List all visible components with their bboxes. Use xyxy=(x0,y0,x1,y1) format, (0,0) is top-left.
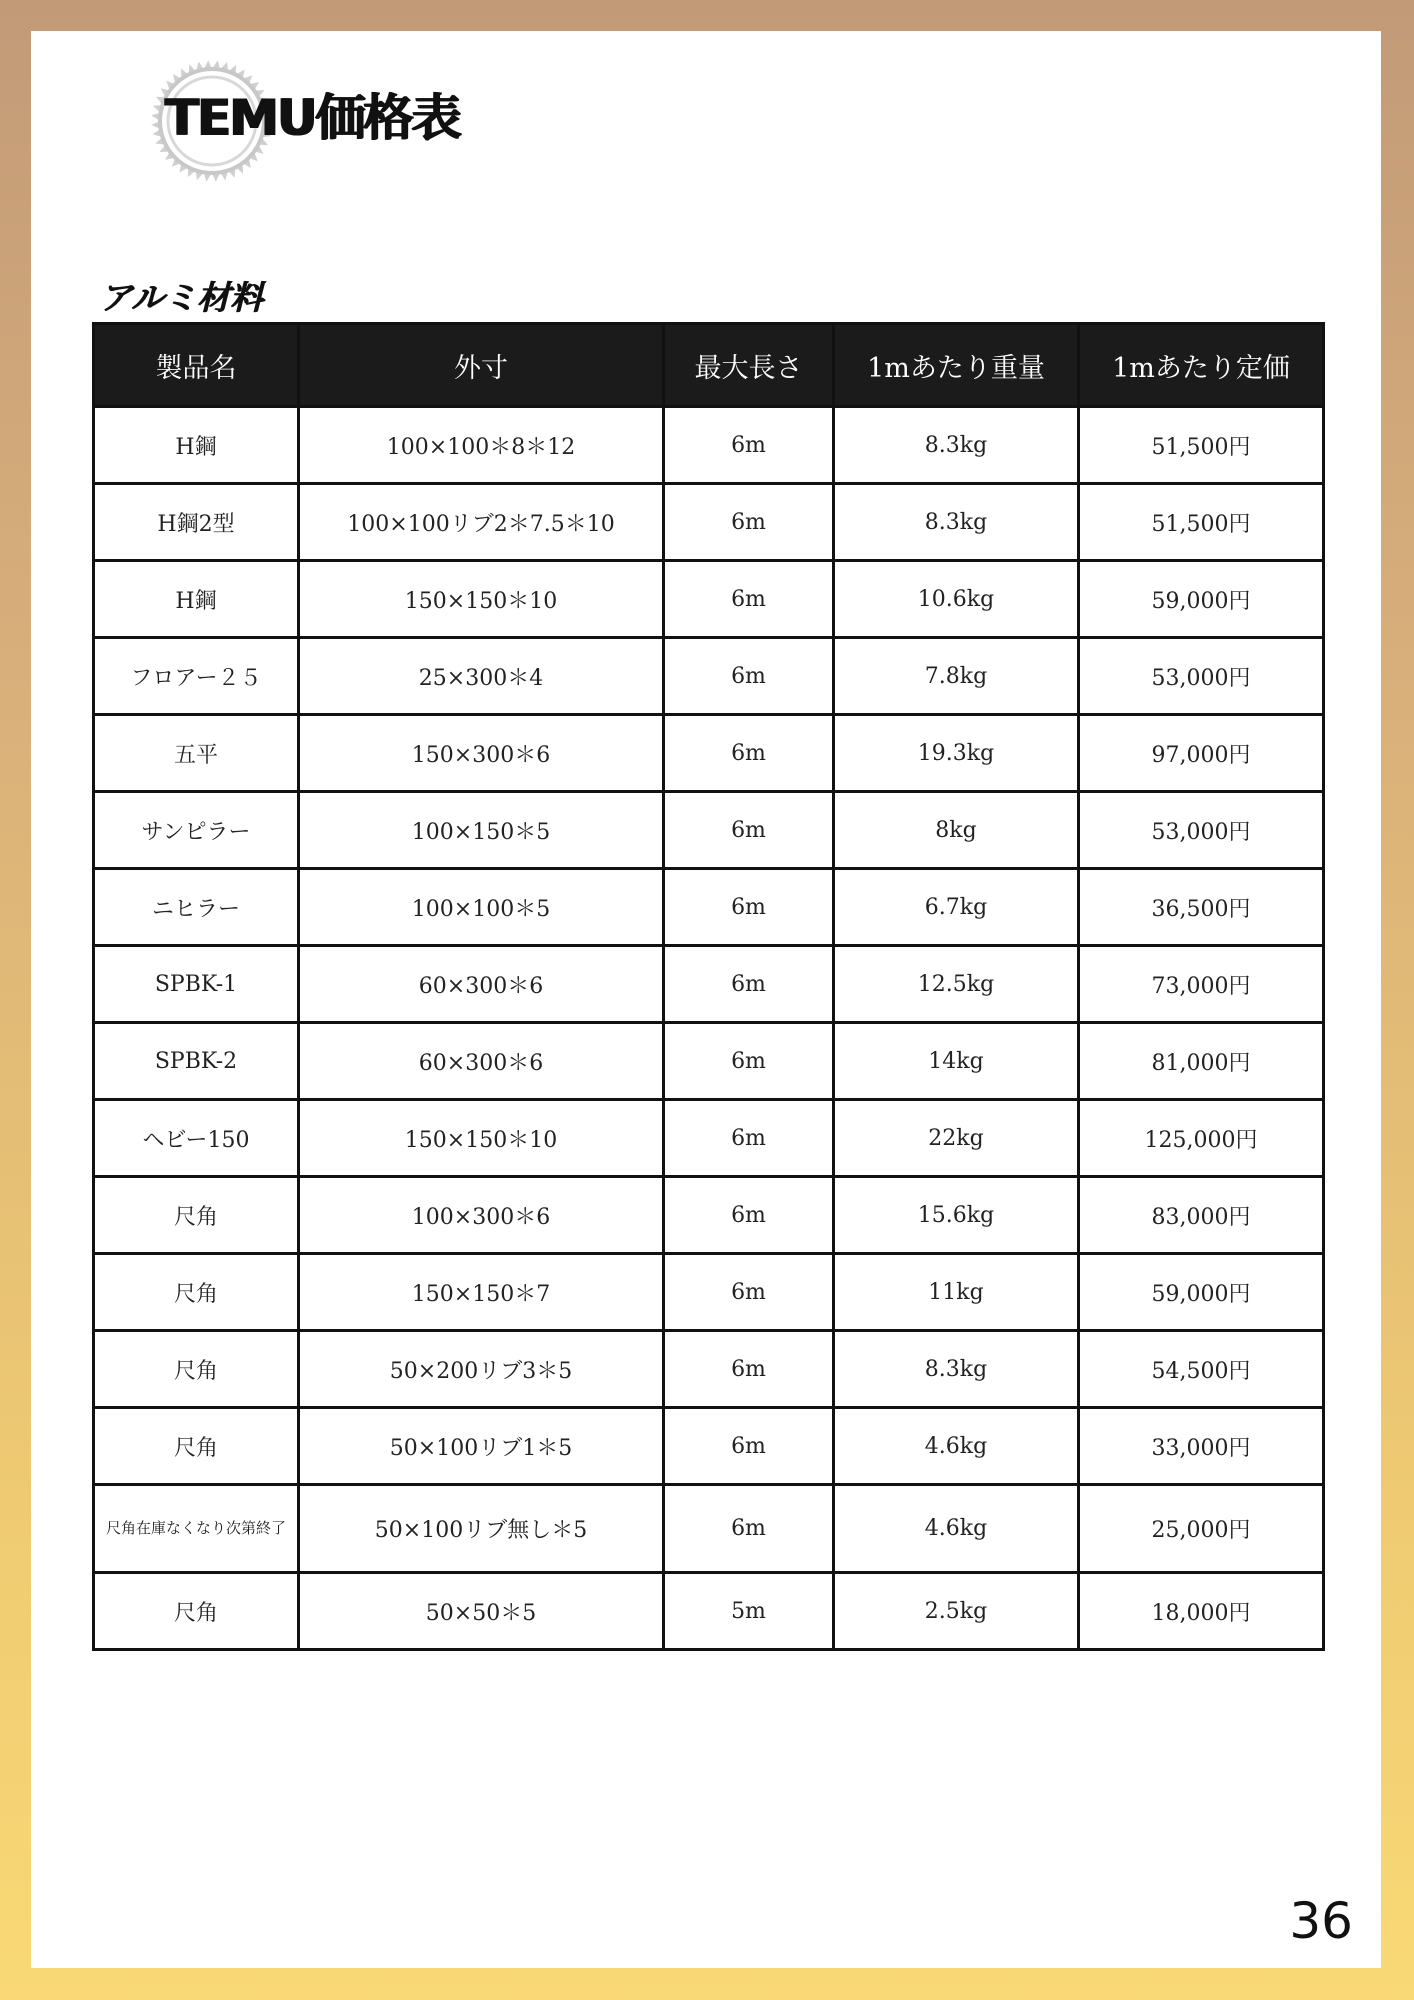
product-name-cell: 尺角 xyxy=(94,1331,299,1408)
weight-cell: 7.8kg xyxy=(834,638,1079,715)
dimensions-cell: 100×100＊8＊12 xyxy=(299,407,664,484)
column-header-weight-per-meter: 1mあたり重量 xyxy=(834,324,1079,407)
price-cell: 18,000円 xyxy=(1079,1573,1324,1650)
max-length-cell: 6m xyxy=(664,1254,834,1331)
product-name-cell: 五平 xyxy=(94,715,299,792)
product-name-cell: 尺角在庫なくなり次第終了 xyxy=(94,1485,299,1573)
weight-cell: 11kg xyxy=(834,1254,1079,1331)
dimensions-cell: 60×300＊6 xyxy=(299,946,664,1023)
product-name-cell: 尺角 xyxy=(94,1408,299,1485)
product-name-cell: ヘビー150 xyxy=(94,1100,299,1177)
page-number: 36 xyxy=(1289,1892,1353,1950)
weight-cell: 4.6kg xyxy=(834,1485,1079,1573)
dimensions-cell: 25×300＊4 xyxy=(299,638,664,715)
weight-cell: 4.6kg xyxy=(834,1408,1079,1485)
max-length-cell: 5m xyxy=(664,1573,834,1650)
dimensions-cell: 50×100リブ無し＊5 xyxy=(299,1485,664,1573)
max-length-cell: 6m xyxy=(664,638,834,715)
weight-cell: 22kg xyxy=(834,1100,1079,1177)
table-row xyxy=(94,946,1324,1023)
max-length-cell: 6m xyxy=(664,1100,834,1177)
table-row xyxy=(94,561,1324,638)
product-name-cell: ニヒラー xyxy=(94,869,299,946)
price-table xyxy=(92,322,1325,1651)
max-length-cell: 6m xyxy=(664,484,834,561)
max-length-cell: 6m xyxy=(664,561,834,638)
max-length-cell: 6m xyxy=(664,946,834,1023)
dimensions-cell: 100×100リブ2＊7.5＊10 xyxy=(299,484,664,561)
weight-cell: 19.3kg xyxy=(834,715,1079,792)
weight-cell: 14kg xyxy=(834,1023,1079,1100)
table-row xyxy=(94,869,1324,946)
table-header-row xyxy=(94,324,1324,407)
price-cell: 125,000円 xyxy=(1079,1100,1324,1177)
table-row xyxy=(94,1023,1324,1100)
column-header-max-length: 最大長さ xyxy=(664,324,834,407)
price-cell: 54,500円 xyxy=(1079,1331,1324,1408)
product-name-cell: 尺角 xyxy=(94,1573,299,1650)
max-length-cell: 6m xyxy=(664,407,834,484)
price-cell: 33,000円 xyxy=(1079,1408,1324,1485)
weight-cell: 8.3kg xyxy=(834,484,1079,561)
max-length-cell: 6m xyxy=(664,1177,834,1254)
price-cell: 81,000円 xyxy=(1079,1023,1324,1100)
dimensions-cell: 150×300＊6 xyxy=(299,715,664,792)
product-name-cell: H鋼 xyxy=(94,561,299,638)
max-length-cell: 6m xyxy=(664,1485,834,1573)
price-cell: 51,500円 xyxy=(1079,484,1324,561)
price-cell: 51,500円 xyxy=(1079,407,1324,484)
weight-cell: 12.5kg xyxy=(834,946,1079,1023)
dimensions-cell: 100×150＊5 xyxy=(299,792,664,869)
price-cell: 59,000円 xyxy=(1079,1254,1324,1331)
product-name-cell: 尺角 xyxy=(94,1254,299,1331)
max-length-cell: 6m xyxy=(664,715,834,792)
table-row xyxy=(94,1254,1324,1331)
table-row xyxy=(94,1177,1324,1254)
logo xyxy=(135,55,475,195)
table-row xyxy=(94,1100,1324,1177)
table-row xyxy=(94,1485,1324,1573)
weight-cell: 2.5kg xyxy=(834,1573,1079,1650)
column-header-price-per-meter: 1mあたり定価 xyxy=(1079,324,1324,407)
weight-cell: 8.3kg xyxy=(834,1331,1079,1408)
logo-text: TEMU価格表 xyxy=(165,89,460,147)
column-header-dimensions: 外寸 xyxy=(299,324,664,407)
max-length-cell: 6m xyxy=(664,869,834,946)
document-page xyxy=(31,31,1381,1968)
price-cell: 25,000円 xyxy=(1079,1485,1324,1573)
weight-cell: 8.3kg xyxy=(834,407,1079,484)
table-row xyxy=(94,484,1324,561)
product-name-cell: H鋼2型 xyxy=(94,484,299,561)
product-name-cell: サンピラー xyxy=(94,792,299,869)
weight-cell: 10.6kg xyxy=(834,561,1079,638)
table-row xyxy=(94,1573,1324,1650)
price-cell: 53,000円 xyxy=(1079,638,1324,715)
product-name-cell: H鋼 xyxy=(94,407,299,484)
product-name-cell: SPBK-2 xyxy=(94,1023,299,1100)
dimensions-cell: 150×150＊10 xyxy=(299,561,664,638)
price-cell: 59,000円 xyxy=(1079,561,1324,638)
dimensions-cell: 50×50＊5 xyxy=(299,1573,664,1650)
product-name-cell: フロアー２５ xyxy=(94,638,299,715)
column-header-product-name: 製品名 xyxy=(94,324,299,407)
product-name-cell: SPBK-1 xyxy=(94,946,299,1023)
table-row xyxy=(94,715,1324,792)
max-length-cell: 6m xyxy=(664,1331,834,1408)
table-row xyxy=(94,1408,1324,1485)
dimensions-cell: 150×150＊7 xyxy=(299,1254,664,1331)
table-row xyxy=(94,407,1324,484)
product-name-cell: 尺角 xyxy=(94,1177,299,1254)
dimensions-cell: 150×150＊10 xyxy=(299,1100,664,1177)
dimensions-cell: 50×200リブ3＊5 xyxy=(299,1331,664,1408)
dimensions-cell: 100×100＊5 xyxy=(299,869,664,946)
price-cell: 36,500円 xyxy=(1079,869,1324,946)
table-row xyxy=(94,1331,1324,1408)
max-length-cell: 6m xyxy=(664,1408,834,1485)
dimensions-cell: 60×300＊6 xyxy=(299,1023,664,1100)
table-row xyxy=(94,638,1324,715)
price-cell: 83,000円 xyxy=(1079,1177,1324,1254)
section-title: アルミ材料 xyxy=(99,278,263,317)
weight-cell: 15.6kg xyxy=(834,1177,1079,1254)
dimensions-cell: 50×100リブ1＊5 xyxy=(299,1408,664,1485)
max-length-cell: 6m xyxy=(664,792,834,869)
table-row xyxy=(94,792,1324,869)
price-cell: 97,000円 xyxy=(1079,715,1324,792)
weight-cell: 6.7kg xyxy=(834,869,1079,946)
dimensions-cell: 100×300＊6 xyxy=(299,1177,664,1254)
price-cell: 53,000円 xyxy=(1079,792,1324,869)
weight-cell: 8kg xyxy=(834,792,1079,869)
price-cell: 73,000円 xyxy=(1079,946,1324,1023)
max-length-cell: 6m xyxy=(664,1023,834,1100)
